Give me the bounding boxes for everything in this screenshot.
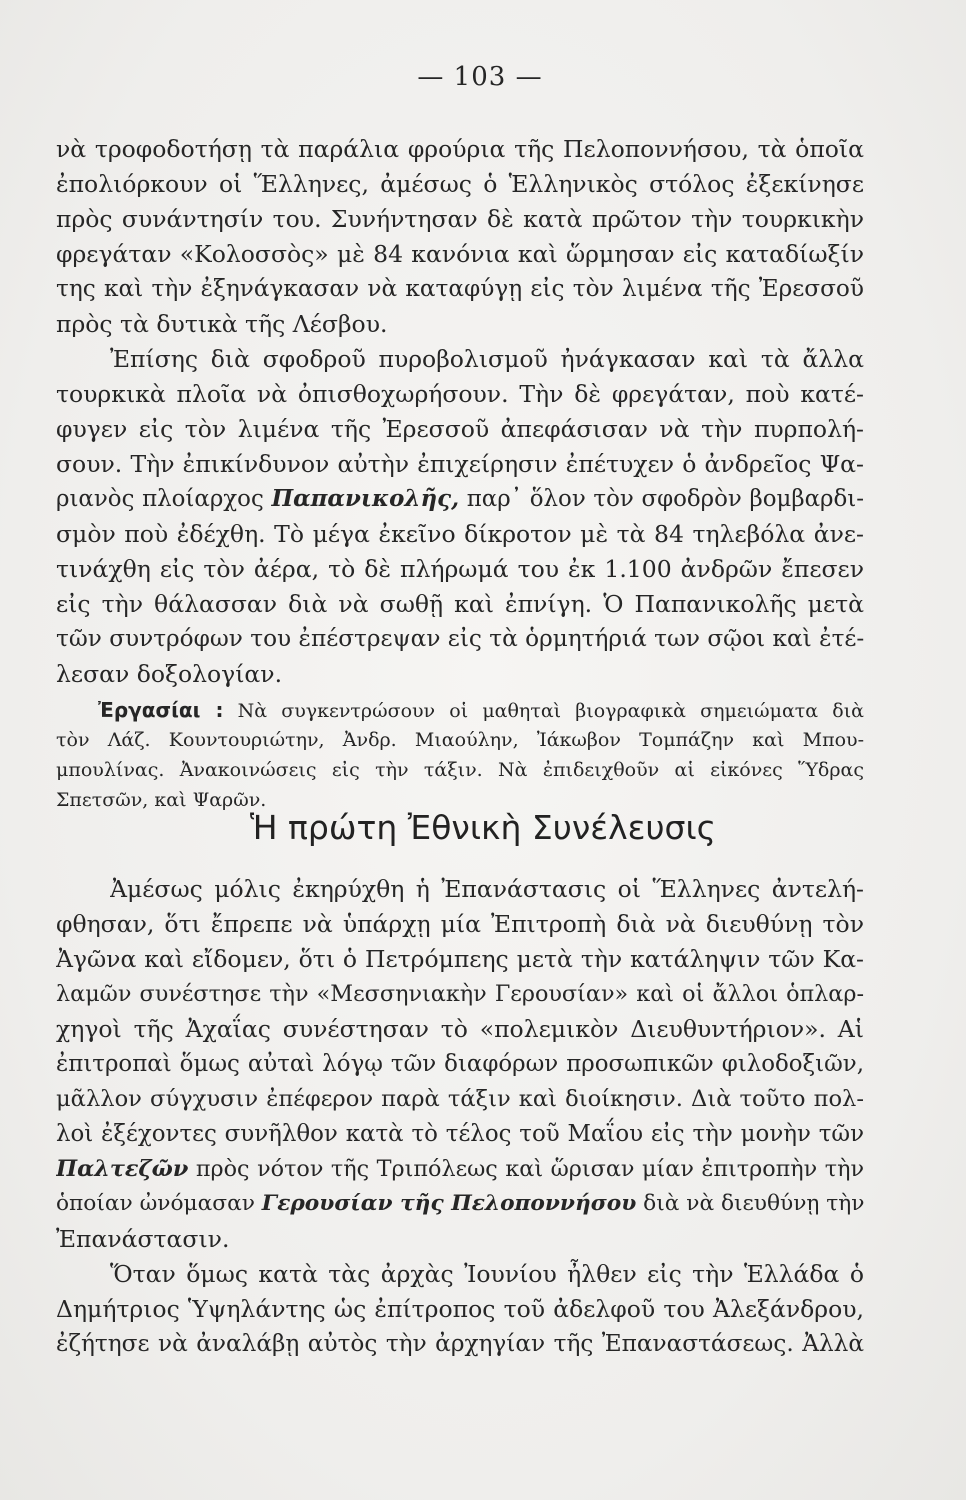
exercises-line: τὸν Λάζ. Κουντουριώτην, Ἀνδρ. Μιαούλην, Ἰάκωβον Τομπάζην καὶ Μπου- <box>56 729 864 751</box>
text-line: ἐπιτροπαὶ ὅμως αὐταὶ λόγῳ τῶν διαφόρων προσωπικῶν φιλοδοξιῶν, <box>56 1051 864 1077</box>
text-line: τῶν συντρόφων του ἐπέστρεψαν εἰς τὰ ὁρμητήριά των σῷοι καὶ ἐτέ- <box>56 625 864 652</box>
text-line: τινάχθη εἰς τὸν ἀέρα, τὸ δὲ πλήρωμά του ἐκ 1.100 ἀνδρῶν ἔπεσεν <box>56 555 864 583</box>
text-run: πρὸς νότον τῆς Τριπόλεως καὶ ὥρισαν μίαν ἐπιτροπὴν τὴν <box>188 1156 864 1182</box>
text-line: ἐπολιόρκουν οἱ Ἕλληνες, ἀμέσως ὁ Ἑλληνικὸς στόλος ἐξεκίνησε <box>56 170 864 198</box>
text-line: εἰς τὴν θάλασσαν διὰ νὰ σωθῇ καὶ ἐπνίγη. Ὁ Παπανικολῆς μετὰ <box>56 590 864 618</box>
text-line: χηγοὶ τῆς Ἀχαΐας συνέστησαν τὸ «πολεμικὸν Διευθυντήριον». Αἱ <box>56 1015 864 1043</box>
text-line: φρεγάταν «Κολοσσὸς» μὲ 84 κανόνια καὶ ὥρμησαν εἰς καταδίωξίν <box>56 240 864 268</box>
bold-place-paltezon: Παλτεζῶν <box>56 1156 189 1182</box>
text-line: λεσαν δοξολογίαν. <box>56 660 283 688</box>
text-line: Ἐπανάστασιν. <box>56 1225 230 1253</box>
text-line: μᾶλλον σύγχυσιν ἐπέφερον παρὰ τάξιν καὶ διοίκησιν. Διὰ τοῦτο πολ- <box>56 1086 864 1112</box>
bold-term-gerousia: Γερουσίαν τῆς Πελοποννήσου <box>261 1191 637 1216</box>
text-line: σμὸν ποὺ ἐδέχθη. Τὸ μέγα ἐκεῖνο δίκροτον μὲ τὰ 84 τηλεβόλα ἀνε- <box>56 520 864 548</box>
text-line: Ἀμέσως μόλις ἐκηρύχθη ἡ Ἐπανάστασις οἱ Ἕλληνες ἀντελή- <box>110 875 864 903</box>
text-run: Νὰ συγκεντρώσουν οἱ μαθηταὶ βιογραφικὰ σημειώματα διὰ <box>223 700 864 722</box>
text-line: της καὶ τὴν ἐξηνάγκασαν νὰ καταφύγῃ εἰς τὸν λιμένα τῆς Ἐρεσσοῦ <box>56 275 864 302</box>
text-run: ὁποίαν ὠνόμασαν <box>56 1191 262 1216</box>
text-run: παρ᾽ ὅλον τὸν σφοδρὸν βομβαρδι- <box>459 486 864 512</box>
text-line <box>56 1152 864 1186</box>
section-title: Ἡ πρώτη Ἐθνικὴ Συνέλευσις <box>249 808 716 847</box>
exercises-line: μπουλίνας. Ἀνακοινώσεις εἰς τὴν τάξιν. Νὰ ἐπιδειχθοῦν αἱ εἰκόνες Ὕδρας <box>56 759 864 781</box>
text-line: φυγεν εἰς τὸν λιμένα τῆς Ἐρεσσοῦ ἀπεφάσισαν νὰ τὴν πυρπολή- <box>56 415 864 443</box>
exercises-label: Ἐργασίαι : <box>98 698 224 722</box>
text-line: λαμῶν συνέστησε τὴν «Μεσσηνιακὴν Γερουσίαν» καὶ οἱ ἄλλοι ὁπλαρ- <box>56 981 864 1007</box>
text-run: ριανὸς πλοίαρχος <box>56 486 272 512</box>
text-line <box>56 482 864 516</box>
text-line: πρὸς τὰ δυτικὰ τῆς Λέσβου. <box>56 310 388 338</box>
text-line: νὰ τροφοδοτήσῃ τὰ παράλια φρούρια τῆς Πελοποννήσου, τὰ ὁποῖα <box>56 135 864 163</box>
text-line: πρὸς συνάντησίν του. Συνήντησαν δὲ κατὰ πρῶτον τὴν τουρκικὴν <box>56 205 864 233</box>
text-line: σουν. Τὴν ἐπικίνδυνον αὐτὴν ἐπιχείρησιν ἐπέτυχεν ὁ ἀνδρεῖος Ψα- <box>56 450 864 478</box>
exercises-line <box>98 696 864 724</box>
text-line: Ὅταν ὅμως κατὰ τὰς ἀρχὰς Ἰουνίου ἦλθεν εἰς τὴν Ἑλλάδα ὁ <box>110 1260 864 1288</box>
text-line <box>56 1187 864 1221</box>
bold-name-papanikolis: Παπανικολῆς, <box>271 485 460 512</box>
exercises-line: Σπετσῶν, καὶ Ψαρῶν. <box>56 789 267 811</box>
text-line: Δημήτριος Ὑψηλάντης ὡς ἐπίτροπος τοῦ ἀδελφοῦ του Ἀλεξάνδρου, <box>56 1295 864 1323</box>
text-run: διὰ νὰ διευθύνῃ τὴν <box>636 1191 864 1216</box>
text-line: τουρκικὰ πλοῖα νὰ ὀπισθοχωρήσουν. Τὴν δὲ φρεγάταν, ποὺ κατέ- <box>56 380 864 408</box>
text-line: φθησαν, ὅτι ἔπρεπε νὰ ὑπάρχῃ μία Ἐπιτροπὴ διὰ νὰ διευθύνῃ τὸν <box>56 910 864 938</box>
text-line: ἐζήτησε νὰ ἀναλάβῃ αὐτὸς τὴν ἀρχηγίαν τῆς Ἐπαναστάσεως. Ἀλλὰ <box>56 1330 864 1357</box>
text-line: Ἀγῶνα καὶ εἴδομεν, ὅτι ὁ Πετρόμπεης μετὰ τὴν κατάληψιν τῶν Κα- <box>56 945 864 973</box>
text-line: λοὶ ἐξέχοντες συνῆλθον κατὰ τὸ τέλος τοῦ Μαΐου εἰς τὴν μονὴν τῶν <box>56 1121 864 1147</box>
text-line: Ἐπίσης διὰ σφοδροῦ πυροβολισμοῦ ἠνάγκασαν καὶ τὰ ἄλλα <box>110 345 864 373</box>
page-number: — 103 — <box>417 62 543 92</box>
